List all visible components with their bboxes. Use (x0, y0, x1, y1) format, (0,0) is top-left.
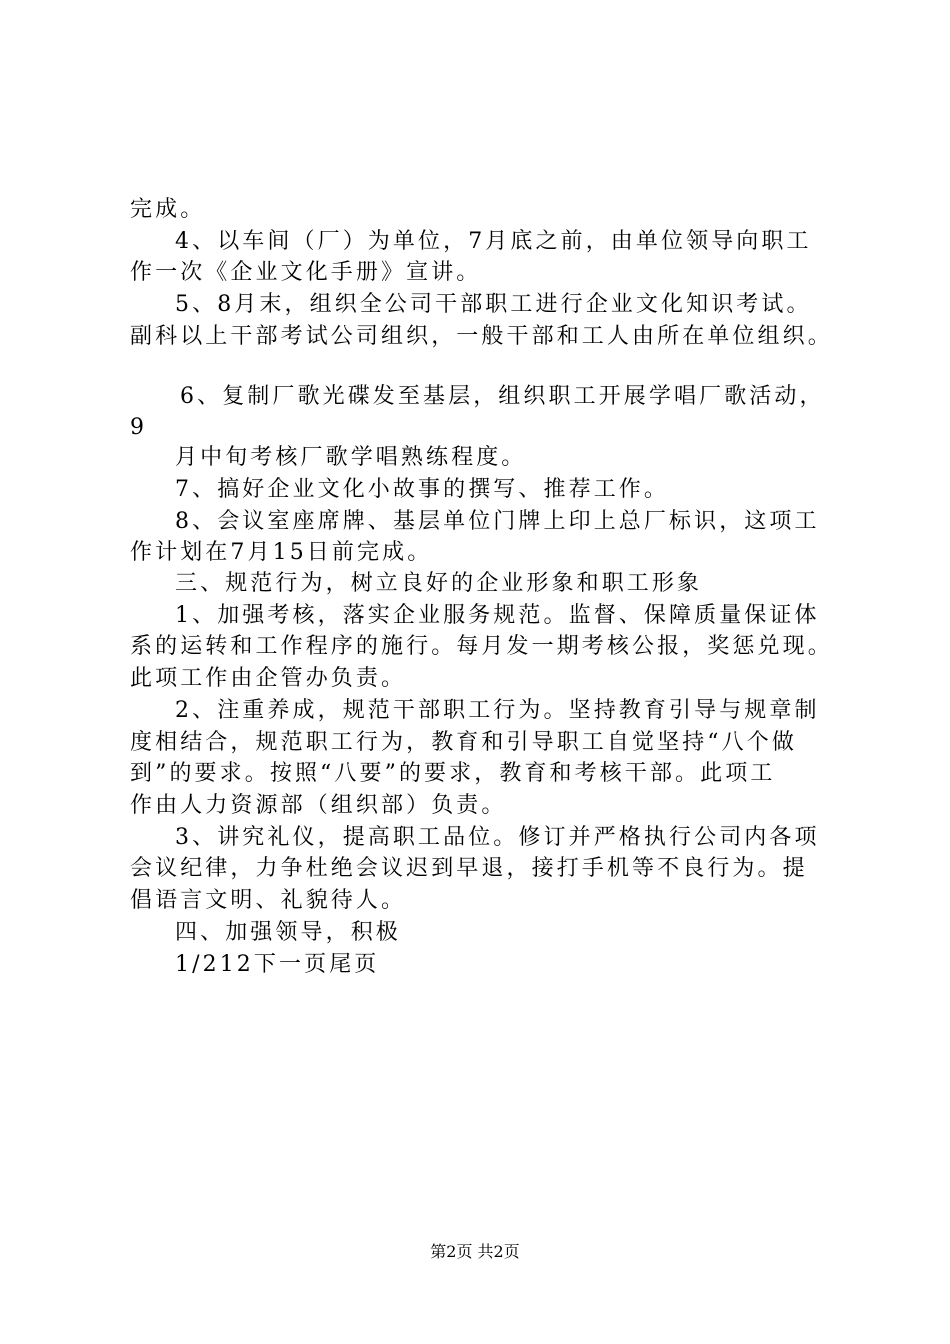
text-line-3: 作一次《企业文化手册》宣讲。 (130, 260, 482, 285)
text-line-14: 系的运转和工作程序的施行。每月发一期考核公报，奖惩兑现。 (130, 634, 833, 659)
text-line-10: 8、会议室座席牌、基层单位门牌上印上总厂标识，这项工 (175, 509, 820, 534)
text-line-20: 3、讲究礼仪，提高职工品位。修订并严格执行公司内各项 (175, 825, 820, 850)
text-line-1: 完成。 (130, 197, 206, 222)
text-line-5: 副科以上干部考试公司组织，一般干部和工人由所在单位组织。 (130, 324, 833, 349)
text-line-2: 4、以车间（厂）为单位，7月底之前，由单位领导向职工 (175, 229, 812, 254)
text-line-16: 2、注重养成，规范干部职工行为。坚持教育引导与规章制 (175, 698, 820, 723)
text-line-13: 1、加强考核，落实企业服务规范。监督、保障质量保证体 (175, 603, 820, 628)
text-line-19: 作由人力资源部（组织部）负责。 (130, 793, 507, 818)
text-line-22: 倡语言文明、礼貌待人。 (130, 888, 407, 913)
pagination-text: 1/212下一页尾页 (175, 952, 380, 977)
text-line-4: 5、8月末，组织全公司干部职工进行企业文化知识考试。 (175, 292, 812, 317)
text-line-21: 会议纪律，力争杜绝会议迟到早退，接打手机等不良行为。提 (130, 856, 808, 881)
text-line-11: 作计划在7月15日前完成。 (130, 540, 433, 565)
page-footer: 第2页 共2页 (430, 1242, 520, 1261)
text-line-7: 9 (130, 415, 148, 440)
section-heading-3: 三、规范行为，树立良好的企业形象和职工形象 (175, 571, 703, 596)
text-line-9: 7、搞好企业文化小故事的撰写、推荐工作。 (175, 477, 669, 502)
text-line-6: 6、复制厂歌光碟发至基层，组织职工开展学唱厂歌活动， (180, 384, 825, 409)
section-heading-4: 四、加强领导，积极 (175, 920, 401, 945)
text-line-18: 到”的要求。按照“八要”的要求，教育和考核干部。此项工 (130, 761, 776, 786)
text-line-17: 度相结合，规范职工行为，教育和引导职工自觉坚持“八个做 (130, 730, 797, 755)
text-line-8: 月中旬考核厂歌学唱熟练程度。 (175, 445, 527, 470)
text-line-15: 此项工作由企管办负责。 (130, 666, 407, 691)
